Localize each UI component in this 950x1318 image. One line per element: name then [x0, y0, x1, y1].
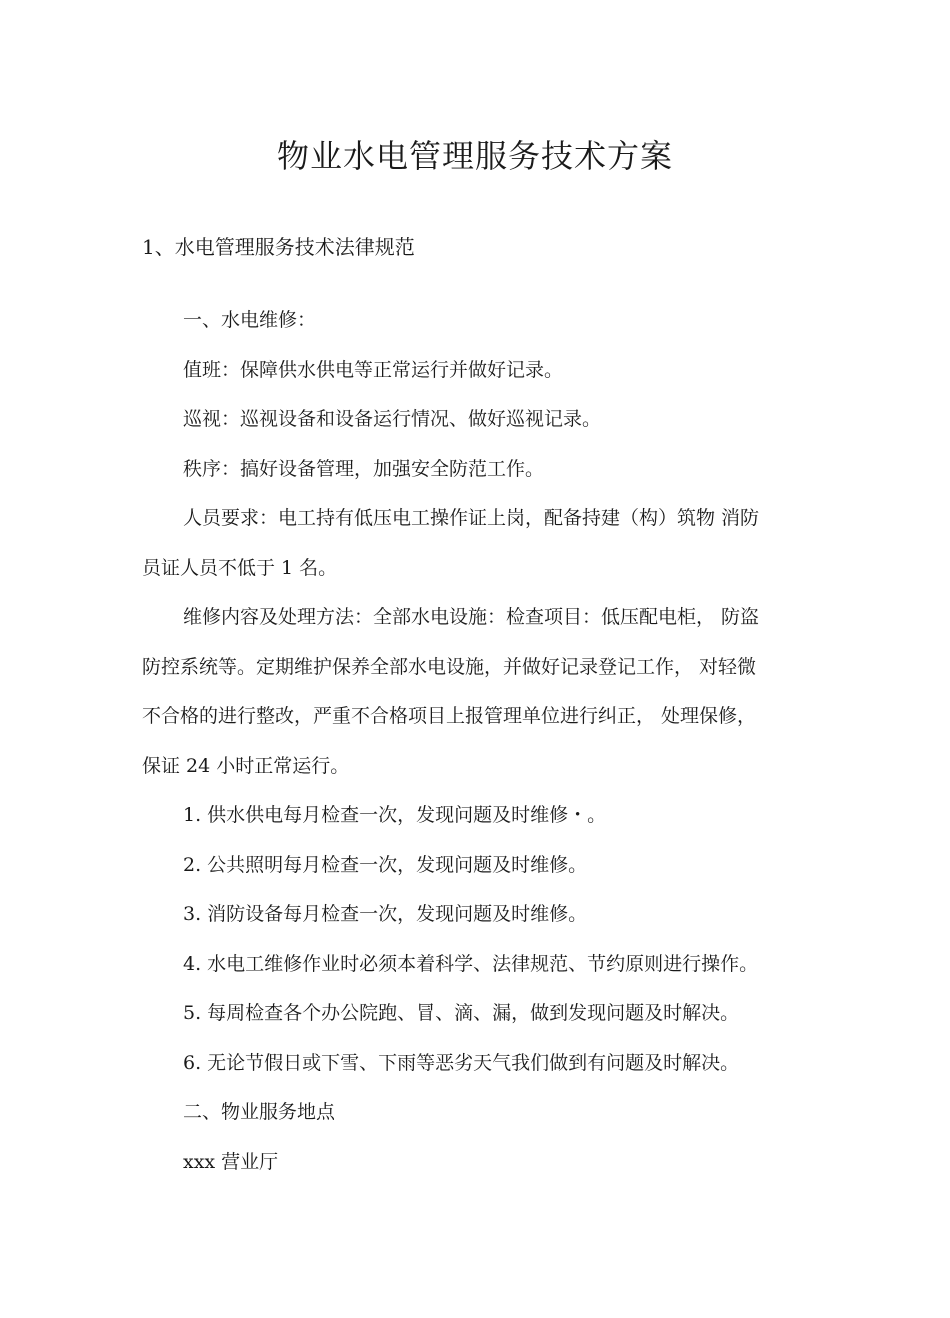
text-line: 值班：保障供水供电等正常运行并做好记录。 [183, 358, 564, 381]
list-item-6 [142, 1039, 826, 1089]
section-heading: 1、水电管理服务技术法律规范 [142, 235, 415, 259]
text-line: 秩序：搞好设备管理，加强安全防范工作。 [183, 457, 545, 480]
text-line: 1. 供水供电每月检查一次，发现问题及时维修・。 [183, 804, 607, 826]
list-item-4 [142, 940, 826, 990]
text-line: 5. 每周检查各个办公院跑、冒、滴、漏，做到发现问题及时解决。 [183, 1002, 740, 1024]
text-line: 维修内容及处理方法：全部水电设施：检查项目：低压配电柜， 防盗 [183, 606, 760, 628]
paragraph-heading-location [142, 1088, 826, 1138]
document-title: 物业水电管理服务技术方案 [276, 137, 673, 175]
text-line: 巡视：巡视设备和设备运行情况、做好巡视记录。 [183, 408, 602, 430]
text-line: 3. 消防设备每月检查一次，发现问题及时维修。 [183, 903, 588, 925]
text-line: 2. 公共照明每月检查一次，发现问题及时维修。 [183, 853, 588, 876]
paragraph-heading-repair [142, 296, 826, 346]
document-body [142, 296, 826, 1187]
paragraph-maintenance-content [142, 593, 826, 791]
text-line: 二、物业服务地点 [183, 1101, 336, 1123]
paragraph-staff-requirements [142, 494, 826, 593]
paragraph-location [142, 1138, 826, 1188]
text-line: 6. 无论节假日或下雪、下雨等恶劣天气我们做到有问题及时解决。 [183, 1051, 740, 1074]
list-item-1 [142, 791, 826, 841]
paragraph-patrol [142, 395, 826, 445]
text-line: 员证人员不低于 1 名。 [142, 556, 338, 579]
text-line: 一、水电维修： [183, 309, 317, 331]
text-line: 保证 24 小时正常运行。 [142, 754, 350, 777]
list-item-2 [142, 841, 826, 891]
text-line: xxx 营业厅 [183, 1150, 279, 1173]
paragraph-order [142, 445, 826, 495]
paragraph-duty [142, 346, 826, 396]
text-line: 不合格的进行整改，严重不合格项目上报管理单位进行纠正， 处理保修， [142, 705, 757, 727]
text-line: 4. 水电工维修作业时必须本着科学、法律规范、节约原则进行操作。 [183, 952, 759, 975]
list-item-3 [142, 890, 826, 940]
text-line: 人员要求：电工持有低压电工操作证上岗，配备持建（构）筑物 消防 [183, 507, 760, 529]
list-item-5 [142, 989, 826, 1039]
text-line: 防控系统等。定期维护保养全部水电设施，并做好记录登记工作， 对轻微 [142, 655, 757, 678]
